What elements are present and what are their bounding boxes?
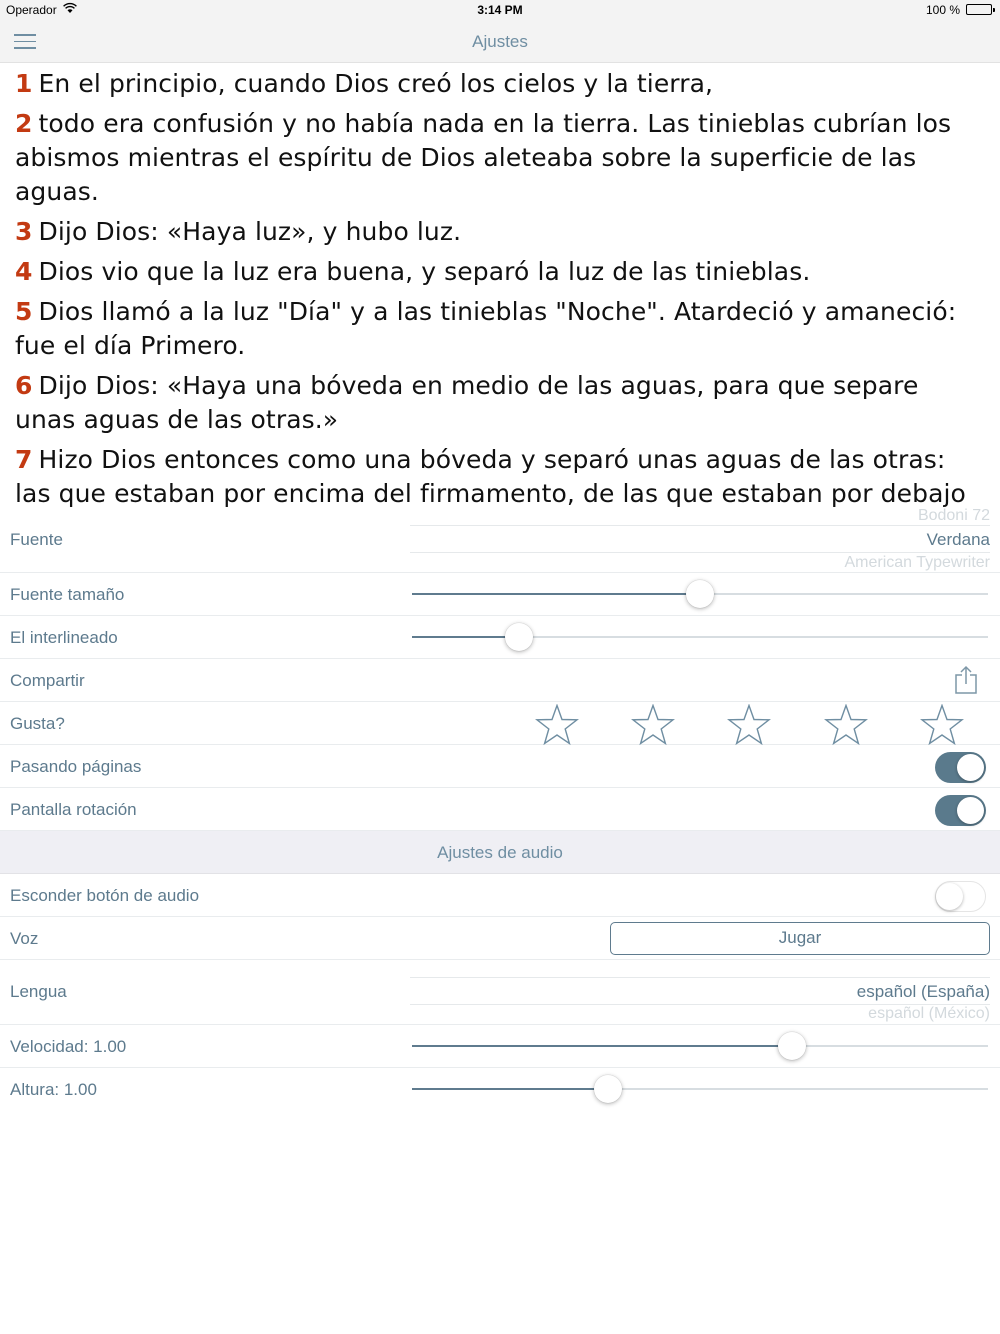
- verse-number: 2: [15, 109, 33, 138]
- verse-number: 4: [15, 257, 33, 286]
- line-spacing-row: [0, 616, 1000, 659]
- share-icon[interactable]: [954, 665, 978, 695]
- verse-text: En el principio, cuando Dios creó los cielos y la tierra,: [38, 69, 714, 98]
- language-option-selected[interactable]: español (España): [856, 982, 990, 1001]
- scripture-reader[interactable]: [0, 63, 1000, 507]
- navigation-bar: [0, 20, 1000, 63]
- slider-fill: [412, 1088, 608, 1090]
- pitch-slider[interactable]: [412, 1088, 988, 1090]
- verse-number: 7: [15, 445, 33, 474]
- font-size-slider[interactable]: [412, 593, 988, 595]
- verse-text: todo era confusión y no había nada en la tierra. Las tinieblas cubrían los abismos mientras el espíritu de Dios aleteaba sobre la superficie de las aguas.: [15, 109, 952, 206]
- slider-thumb[interactable]: [594, 1075, 622, 1103]
- page-turning-toggle[interactable]: [935, 752, 986, 783]
- star-icon[interactable]: [727, 704, 771, 744]
- language-row: [0, 960, 1000, 1025]
- font-row: [0, 508, 1000, 573]
- voice-row: [0, 917, 1000, 960]
- pitch-row: [0, 1068, 1000, 1111]
- verse: [15, 369, 985, 437]
- verse-number: 1: [15, 69, 33, 98]
- verse: [15, 295, 985, 363]
- line-spacing-label: El interlineado: [10, 628, 118, 647]
- verse: [15, 443, 985, 507]
- verse-text: Dios llamó a la luz "Día" y a las tinieblas "Noche". Atardeció y amaneció: fue el día Primero.: [15, 297, 957, 360]
- rating-row: [0, 702, 1000, 745]
- page-title: Ajustes: [472, 32, 528, 51]
- star-icon[interactable]: [535, 704, 579, 744]
- audio-section-title: Ajustes de audio: [437, 843, 563, 862]
- slider-fill: [412, 1045, 792, 1047]
- font-option[interactable]: American Typewriter: [844, 554, 990, 571]
- font-size-row: [0, 573, 1000, 616]
- clock: 3:14 PM: [477, 3, 523, 17]
- star-rating: [530, 704, 1000, 744]
- font-label: Fuente: [10, 530, 63, 549]
- slider-thumb[interactable]: [778, 1032, 806, 1060]
- slider-fill: [412, 636, 519, 638]
- hide-audio-button-label: Esconder botón de audio: [10, 886, 200, 905]
- verse: [15, 215, 985, 249]
- share-label: Compartir: [10, 671, 85, 690]
- share-row: [0, 659, 1000, 702]
- carrier-name: Operador: [6, 3, 57, 17]
- play-button[interactable]: Jugar: [610, 922, 990, 955]
- verse: [15, 255, 985, 289]
- verse-number: 3: [15, 217, 33, 246]
- verse-text: Dios vio que la luz era buena, y separó la luz de las tinieblas.: [38, 257, 811, 286]
- star-icon[interactable]: [631, 704, 675, 744]
- language-picker[interactable]: [410, 960, 990, 1024]
- verse: [15, 67, 985, 101]
- screen-rotation-row: [0, 788, 1000, 831]
- verse-text: Dijo Dios: «Haya luz», y hubo luz.: [38, 217, 462, 246]
- battery-icon: [966, 4, 992, 15]
- speed-slider[interactable]: [412, 1045, 988, 1047]
- page-turning-row: [0, 745, 1000, 788]
- verse: [15, 107, 985, 209]
- language-option[interactable]: español (México): [868, 1005, 990, 1022]
- font-picker[interactable]: [410, 508, 990, 572]
- voice-label: Voz: [10, 929, 39, 948]
- battery-percentage: 100 %: [925, 3, 960, 17]
- speed-label: Velocidad: 1.00: [10, 1037, 127, 1056]
- hide-audio-button-toggle[interactable]: [935, 881, 986, 912]
- verse-text: Hizo Dios entonces como una bóveda y separó unas aguas de las otras: las que estaban por encima del firmamento, de las que estaban por debajo: [15, 445, 966, 507]
- rating-label: Gusta?: [10, 714, 65, 733]
- slider-fill: [412, 593, 700, 595]
- status-bar: [0, 0, 1000, 20]
- font-option-selected[interactable]: Verdana: [926, 530, 990, 549]
- font-size-label: Fuente tamaño: [10, 585, 125, 604]
- speed-row: [0, 1025, 1000, 1068]
- slider-thumb[interactable]: [505, 623, 533, 651]
- line-spacing-slider[interactable]: [412, 636, 988, 638]
- verse-text: Dijo Dios: «Haya una bóveda en medio de las aguas, para que separe unas aguas de las otras.»: [15, 371, 919, 434]
- screen-rotation-label: Pantalla rotación: [10, 800, 137, 819]
- language-label: Lengua: [10, 982, 67, 1001]
- star-icon[interactable]: [920, 704, 964, 744]
- hide-audio-button-row: [0, 874, 1000, 917]
- screen-rotation-toggle[interactable]: [935, 795, 986, 826]
- pitch-label: Altura: 1.00: [10, 1080, 97, 1099]
- audio-section-header: [0, 831, 1000, 874]
- settings-panel: [0, 508, 1000, 1111]
- slider-thumb[interactable]: [686, 580, 714, 608]
- verse-number: 5: [15, 297, 33, 326]
- page-turning-label: Pasando páginas: [10, 757, 142, 776]
- verse-number: 6: [15, 371, 33, 400]
- star-icon[interactable]: [824, 704, 868, 744]
- font-option[interactable]: Bodoni 72: [917, 508, 990, 524]
